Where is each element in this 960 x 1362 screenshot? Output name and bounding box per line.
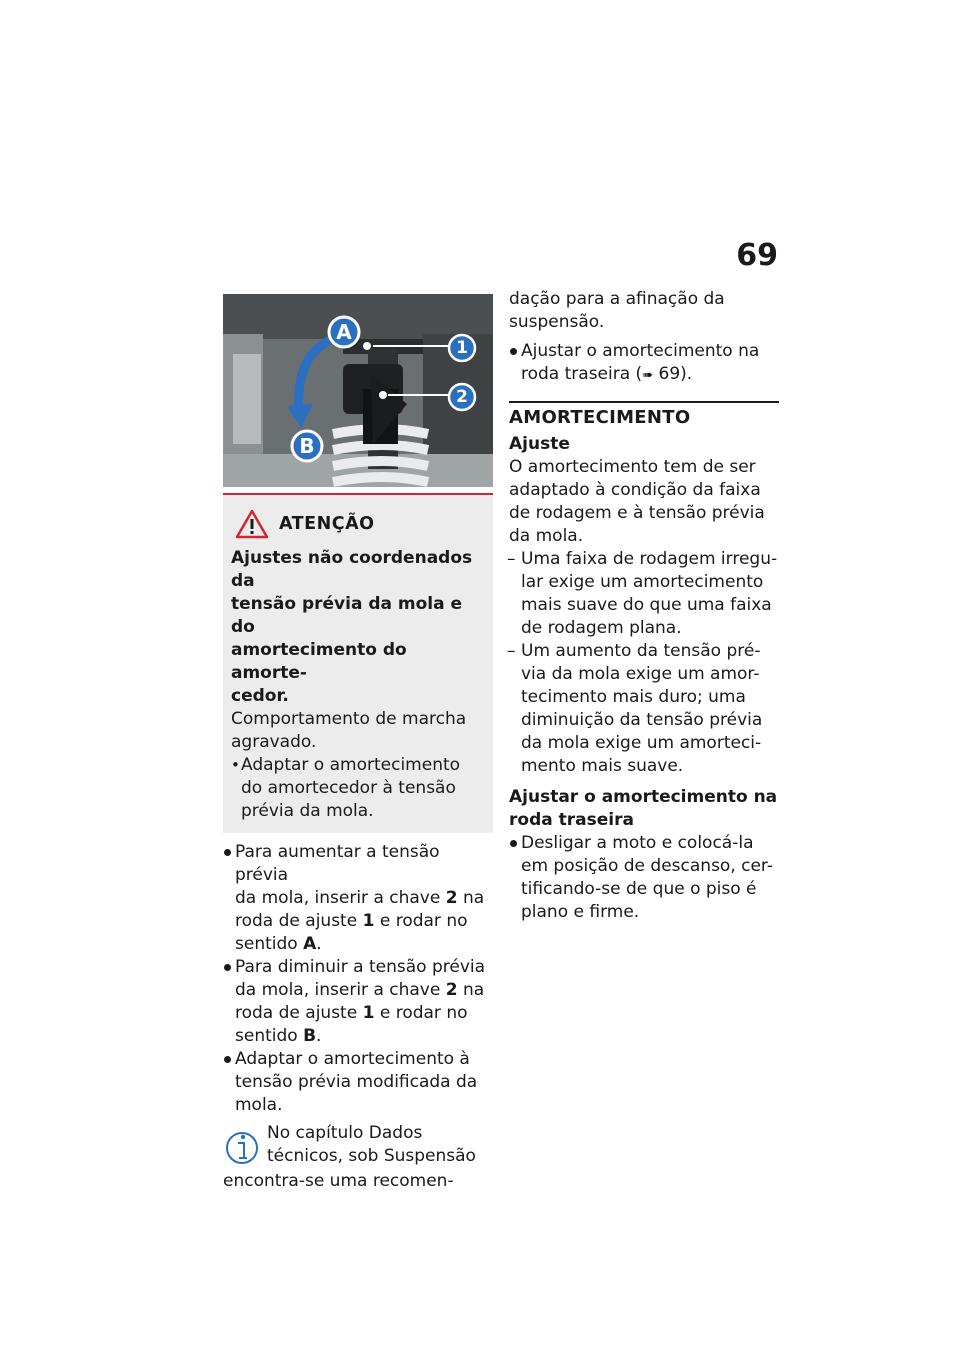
bullet-line: plano e firme. (521, 902, 640, 922)
dash-line: lar exige um amortecimento (521, 572, 764, 592)
dash-list (509, 548, 779, 778)
step-line: mola. (235, 1095, 283, 1115)
page-ref[interactable]: 69 (658, 364, 681, 384)
step-text: sentido (235, 934, 304, 954)
step-line: Para aumentar a tensão prévia (235, 842, 440, 885)
step-line: Para diminuir a tensão prévia (235, 957, 486, 977)
warning-consequence-line: agravado. (231, 732, 317, 752)
info-icon (225, 1124, 259, 1170)
left-column (223, 294, 493, 1193)
step-line (235, 933, 493, 956)
dash-line: tecimento mais duro; uma (521, 687, 746, 707)
info-line: encontra-se uma recomen- (223, 1171, 454, 1191)
bullet-line: Desligar a moto e colocá-la (521, 833, 754, 853)
warning-action-line: • Adaptar o amortecimento (241, 755, 461, 775)
dash-line: da mola exige um amorteci- (521, 733, 762, 753)
warning-header (235, 509, 483, 539)
step-line (235, 1025, 493, 1048)
key-ref: 2 (445, 888, 458, 908)
warning-action-line: prévia da mola. (241, 801, 374, 821)
step-text: sentido (235, 1026, 304, 1046)
intro-line: da mola. (509, 526, 584, 546)
step-line: Adaptar o amortecimento à (235, 1049, 470, 1069)
dash-line: – Uma faixa de rodagem irregu- (521, 549, 778, 569)
intro-line: de rodagem e à tensão prévia (509, 503, 765, 523)
callout-b-label: B (299, 434, 315, 458)
info-note (223, 1122, 493, 1193)
step-increase (223, 841, 493, 956)
step-text: e rodar no (374, 1003, 468, 1023)
dash-line: mais suave do que uma faixa (521, 595, 772, 615)
warning-box (223, 493, 493, 833)
bullet-line (521, 363, 779, 387)
dash-line: – Um aumento da tensão pré- (521, 641, 761, 661)
final-bullet (509, 832, 779, 924)
warning-headline-line: cedor. (231, 686, 289, 706)
wheel-ref: 1 (362, 911, 375, 931)
wheel-ref: 1 (362, 1003, 375, 1023)
bullet-line: Ajustar o amortecimento na (521, 341, 760, 361)
info-line: No capítulo Dados (267, 1123, 423, 1143)
step-line: tensão prévia modificada da (235, 1072, 478, 1092)
warning-triangle-icon (235, 509, 269, 539)
right-column (509, 288, 779, 924)
direction-ref: A (303, 934, 317, 954)
step-text: . (316, 934, 322, 954)
warning-consequence (231, 708, 483, 754)
callout-1-label: 1 (456, 338, 468, 358)
intro-paragraph (509, 456, 779, 548)
subheading-adjust: Ajuste (509, 434, 570, 454)
bullet-line: tificando-se de que o piso é (521, 879, 757, 899)
step-decrease (223, 956, 493, 1048)
step-line (235, 910, 493, 933)
dash-line: via da mola exige um amor- (521, 664, 760, 684)
step-text: na (457, 888, 485, 908)
rear-damping-bullet-list (509, 340, 779, 387)
dash-item (509, 548, 779, 640)
step-text: da mola, inserir a chave (235, 980, 446, 1000)
dash-line: diminuição da tensão prévia (521, 710, 763, 730)
continued-line: dação para a afinação da (509, 289, 725, 309)
direction-ref: B (303, 1026, 317, 1046)
subheading-line: Ajustar o amortecimento na (509, 787, 778, 807)
dash-item (509, 640, 779, 778)
step-line (235, 1002, 493, 1025)
step-text: na (457, 980, 485, 1000)
bullet-text: roda traseira ( (521, 364, 643, 384)
step-adapt (223, 1048, 493, 1117)
warning-title: ATENÇÃO (279, 514, 375, 534)
step-list (223, 841, 493, 1117)
step-text: e rodar no (374, 911, 468, 931)
step-text: roda de ajuste (235, 911, 363, 931)
step-line (235, 887, 493, 910)
warning-headline (231, 547, 483, 708)
continued-text (509, 288, 779, 334)
page-number: 69 (736, 238, 778, 273)
dash-line: de rodagem plana. (521, 618, 682, 638)
warning-consequence-line: Comportamento de marcha (231, 709, 467, 729)
subheading-line: roda traseira (509, 810, 634, 830)
bullet-line: em posição de descanso, cer- (521, 856, 773, 876)
intro-line: O amortecimento tem de ser (509, 457, 756, 477)
page-ref-arrow-icon: ➠ (642, 368, 654, 383)
step-line (235, 979, 493, 1002)
callout-2-label: 2 (456, 387, 468, 407)
bullet-text: ). (680, 364, 693, 384)
info-line: técnicos, sob Suspensão (267, 1146, 476, 1166)
step-text: roda de ajuste (235, 1003, 363, 1023)
final-bullet-list (509, 832, 779, 924)
step-text: . (316, 1026, 322, 1046)
dash-line: mento mais suave. (521, 756, 684, 776)
intro-line: adaptado à condição da faixa (509, 480, 761, 500)
key-ref: 2 (445, 980, 458, 1000)
warning-headline-line: tensão prévia da mola e do (231, 594, 463, 637)
section-title: AMORTECIMENTO (509, 401, 779, 431)
warning-action-line: do amortecedor à tensão (241, 778, 456, 798)
subheading-adjust-rear (509, 786, 779, 832)
warning-action-list (231, 754, 483, 823)
rear-damping-bullet (509, 340, 779, 387)
shock-absorber-figure (223, 294, 493, 487)
callout-a-label: A (336, 320, 352, 344)
warning-headline-line: Ajustes não coordenados da (231, 548, 473, 591)
warning-action-item (231, 754, 483, 823)
step-text: da mola, inserir a chave (235, 888, 446, 908)
warning-headline-line: amortecimento do amorte- (231, 640, 407, 683)
continued-line: suspensão. (509, 312, 605, 332)
